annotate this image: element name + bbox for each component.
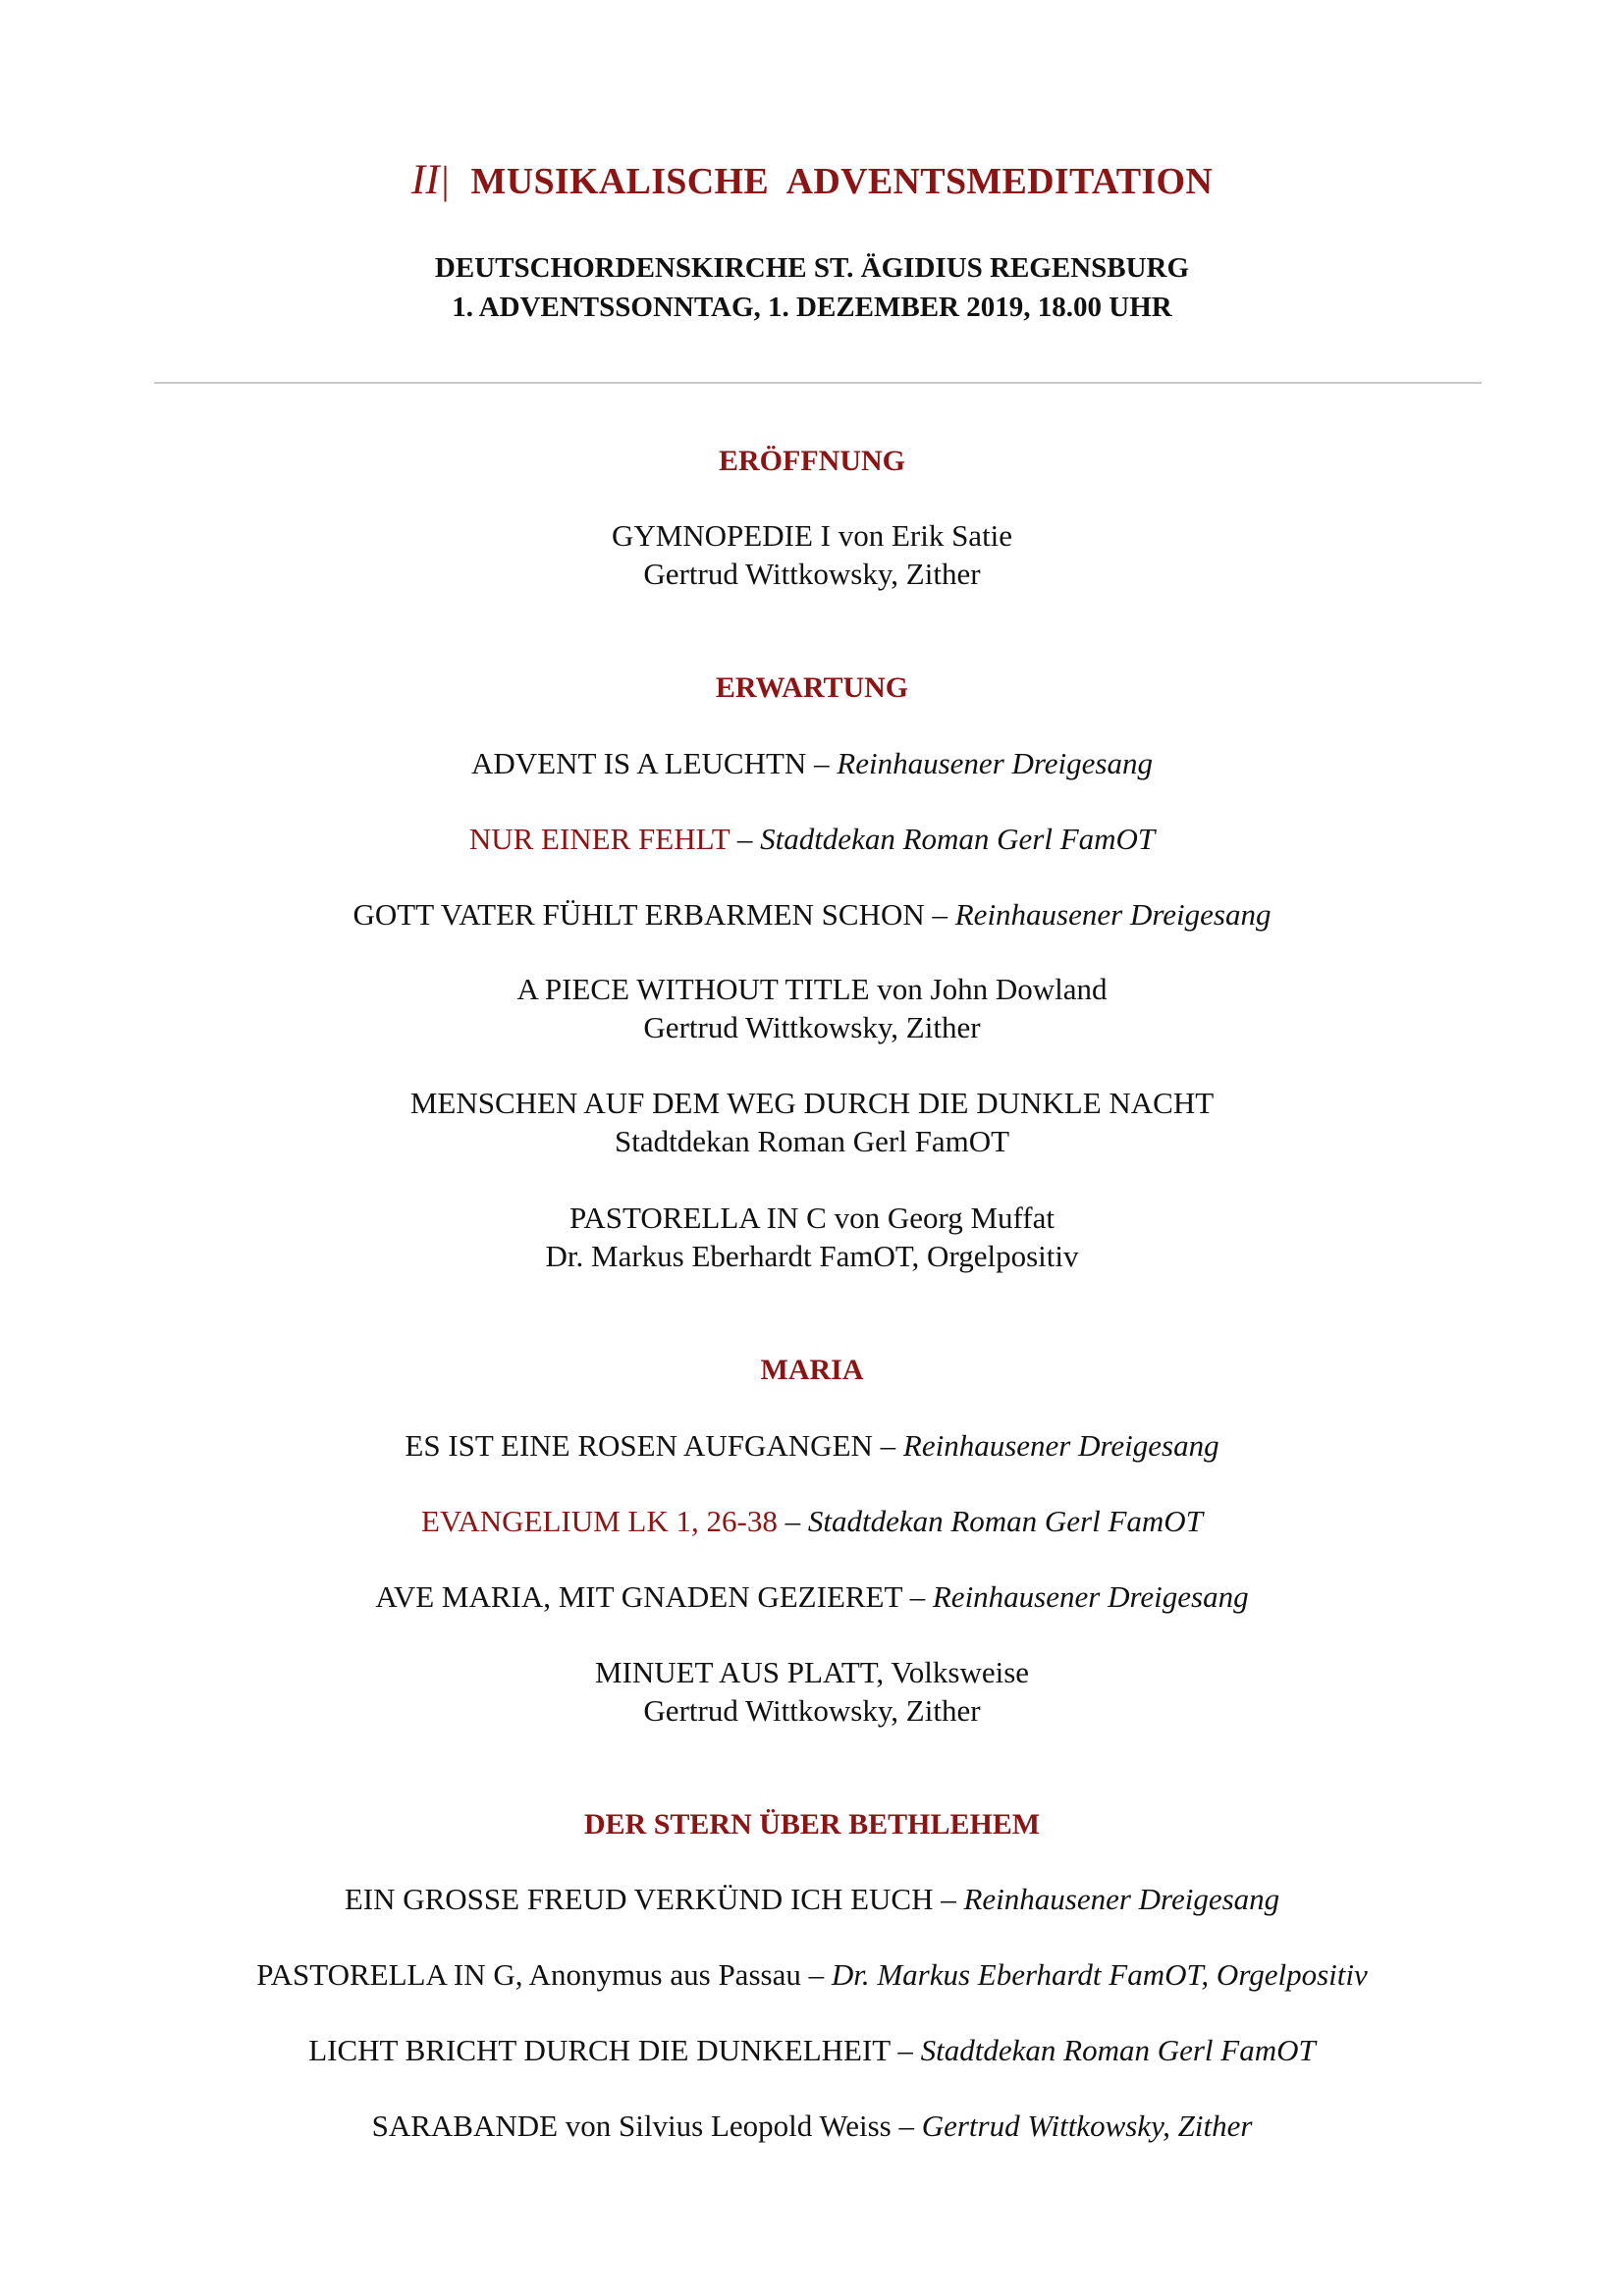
program-item-title: PASTORELLA IN C von Georg Muffat	[568, 1201, 1056, 1235]
item-separator: –	[901, 1579, 933, 1614]
program-title	[0, 155, 1624, 215]
item-separator: –	[924, 897, 955, 932]
item-separator: –	[890, 2033, 921, 2067]
program-item-title: NUR EINER FEHLT	[468, 822, 731, 856]
item-separator: –	[777, 1504, 808, 1538]
program-item-performer: Stadtdekan Roman Gerl FamOT	[614, 1124, 1010, 1158]
program-item	[0, 895, 1624, 934]
program-item	[0, 744, 1624, 783]
program-item	[0, 1577, 1624, 1617]
section-heading-erwartung: ERWARTUNG	[715, 671, 909, 704]
item-separator: –	[872, 1428, 903, 1463]
section-heading-stern: DER STERN ÜBER BETHLEHEM	[583, 1808, 1041, 1841]
program-item-title: GYMNOPEDIE I von Erik Satie	[611, 518, 1013, 553]
program-item	[0, 2107, 1624, 2146]
program-item	[0, 1502, 1624, 1541]
program-item-title: AVE MARIA, MIT GNADEN GEZIERET	[375, 1579, 902, 1614]
title-numeral: II	[410, 157, 440, 203]
program-item-title: GOTT VATER FÜHLT ERBARMEN SCHON	[352, 897, 925, 932]
program-item-title: EVANGELIUM LK 1, 26-38	[421, 1504, 778, 1538]
title-text: MUSIKALISCHE ADVENTSMEDITATION	[470, 161, 1214, 202]
program-item-performer: Gertrud Wittkowsky, Zither	[921, 2109, 1253, 2143]
venue-line: DEUTSCHORDENSKIRCHE ST. ÄGIDIUS REGENSBURG	[434, 252, 1190, 284]
item-separator: –	[800, 1957, 832, 1992]
program-item	[0, 820, 1624, 859]
program-item-title: SARABANDE von Silvius Leopold Weiss	[371, 2109, 892, 2143]
program-item-title: ADVENT IS A LEUCHTN	[471, 746, 807, 780]
program-item-performer: Dr. Markus Eberhardt FamOT, Orgelpositiv	[545, 1239, 1079, 1273]
program-item-performer: Reinhausener Dreigesang	[954, 897, 1272, 932]
item-separator: –	[933, 1882, 964, 1916]
program-item-title: PASTORELLA IN G, Anonymus aus Passau	[256, 1957, 801, 1992]
program-item-performer: Gertrud Wittkowsky, Zither	[643, 557, 981, 591]
item-separator: –	[806, 746, 838, 780]
section-heading-maria: MARIA	[760, 1354, 864, 1386]
program-item-title: EIN GROSSE FREUD VERKÜND ICH EUCH	[344, 1882, 934, 1916]
program-item-performer: Gertrud Wittkowsky, Zither	[643, 1010, 981, 1044]
date-line: 1. ADVENTSSONNTAG, 1. DEZEMBER 2019, 18.00 UHR	[452, 292, 1172, 323]
section-heading-eroeffnung: ERÖFFNUNG	[719, 445, 905, 477]
program-item-performer: Stadtdekan Roman Gerl FamOT	[760, 822, 1156, 856]
program-item-performer: Dr. Markus Eberhardt FamOT, Orgelpositiv	[831, 1957, 1368, 1992]
program-item-title: A PIECE WITHOUT TITLE von John Dowland	[516, 972, 1108, 1006]
program-item-performer: Reinhausener Dreigesang	[837, 746, 1153, 780]
program-item-performer: Reinhausener Dreigesang	[932, 1579, 1249, 1614]
program-item-performer: Gertrud Wittkowsky, Zither	[643, 1693, 981, 1728]
program-item	[0, 2031, 1624, 2070]
program-item	[0, 1955, 1624, 1995]
item-separator: –	[891, 2109, 922, 2143]
program-item-performer: Reinhausener Dreigesang	[902, 1428, 1219, 1463]
item-separator: –	[730, 822, 761, 856]
program-item-title: LICHT BRICHT DURCH DIE DUNKELHEIT	[308, 2033, 891, 2067]
program-item-performer: Stadtdekan Roman Gerl FamOT	[920, 2033, 1316, 2067]
title-separator-bar: |	[441, 158, 450, 202]
program-item-title: MINUET AUS PLATT, Volksweise	[594, 1655, 1030, 1689]
program-item	[0, 1426, 1624, 1466]
header-divider	[154, 382, 1482, 384]
program-item-title: MENSCHEN AUF DEM WEG DURCH DIE DUNKLE NACHT	[409, 1086, 1215, 1120]
program-item-performer: Reinhausener Dreigesang	[963, 1882, 1280, 1916]
program-item-performer: Stadtdekan Roman Gerl FamOT	[807, 1504, 1203, 1538]
program-item-title: ES IST EINE ROSEN AUFGANGEN	[405, 1428, 873, 1463]
program-item	[0, 1880, 1624, 1919]
